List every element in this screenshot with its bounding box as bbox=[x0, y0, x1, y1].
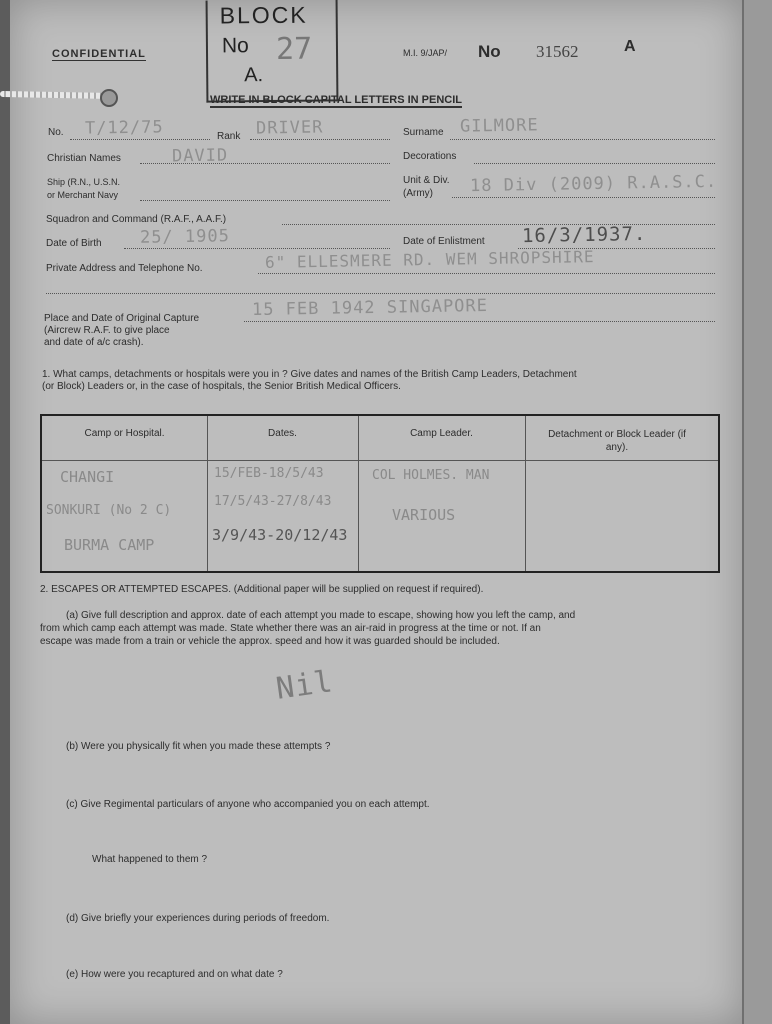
squadron-label: Squadron and Command (R.A.F., A.A.F.) bbox=[46, 214, 227, 225]
table-row-2-dates: 17/5/43-27/8/43 bbox=[214, 494, 332, 509]
stamp-no-text: No bbox=[221, 34, 249, 58]
dob-value: 25/ 1905 bbox=[139, 226, 231, 248]
capture-value: 15 FEB 1942 SINGAPORE bbox=[251, 295, 489, 321]
q2-e-text: (e) How were you recaptured and on what date ? bbox=[66, 969, 283, 980]
block-stamp bbox=[206, 0, 339, 103]
address-value: 6" ELLESMERE RD. WEM SHROPSHIRE bbox=[264, 247, 595, 272]
stamp-block-text: BLOCK bbox=[219, 1, 308, 29]
table-row-1-dates: 15/FEB-18/5/43 bbox=[214, 466, 324, 481]
service-number-value: T/12/75 bbox=[84, 117, 164, 139]
q2-c-followup: What happened to them ? bbox=[92, 854, 208, 865]
q1-text-2: (or Block) Leaders or, in the case of hospitals, the Senior British Medical Officers. bbox=[42, 381, 401, 392]
serial-number: 31562 bbox=[536, 42, 579, 61]
stamp-number: 27 bbox=[275, 31, 313, 67]
enlistment-value: 16/3/1937. bbox=[521, 222, 647, 248]
unit-label-2: (Army) bbox=[403, 188, 433, 199]
stacked-pages-edge bbox=[742, 0, 772, 1024]
col-header-dates: Dates. bbox=[268, 428, 297, 439]
unit-label-1: Unit & Div. bbox=[403, 175, 450, 186]
enlistment-label: Date of Enlistment bbox=[403, 236, 485, 247]
capture-label-2: (Aircrew R.A.F. to give place bbox=[44, 325, 170, 336]
capture-label-1: Place and Date of Original Capture bbox=[44, 313, 200, 324]
mi-reference: M.I. 9/JAP/ bbox=[403, 48, 448, 58]
col-header-camp: Camp or Hospital. bbox=[84, 428, 165, 439]
no-label: No. bbox=[48, 127, 64, 138]
ship-label-1: Ship (R.N., U.S.N. bbox=[47, 177, 121, 187]
surname-value: GILMORE bbox=[459, 115, 539, 137]
christian-names-label: Christian Names bbox=[47, 153, 121, 164]
unit-value: 18 Div (2009) R.A.S.C. bbox=[469, 171, 718, 197]
confidential-label: CONFIDENTIAL bbox=[52, 48, 146, 60]
col-header-detachment: Detachment or Block Leader (if any). bbox=[548, 429, 686, 453]
col-header-leader: Camp Leader. bbox=[410, 428, 473, 439]
table-row-1-leader: COL HOLMES. MAN bbox=[372, 468, 490, 483]
address-label: Private Address and Telephone No. bbox=[46, 263, 203, 274]
christian-names-value: DAVID bbox=[171, 145, 229, 167]
rank-label: Rank bbox=[217, 131, 241, 142]
q2-d-text: (d) Give briefly your experiences during periods of freedom. bbox=[66, 913, 330, 924]
pencil-instruction: WRITE IN BLOCK CAPITAL LETTERS IN PENCIL bbox=[210, 94, 462, 106]
decorations-label: Decorations bbox=[403, 151, 457, 162]
ship-label-2: or Merchant Navy bbox=[47, 190, 119, 200]
dob-label: Date of Birth bbox=[46, 238, 102, 249]
stamp-letter: A. bbox=[244, 64, 264, 87]
q2-a-text-3: escape was made from a train or vehicle the approx. speed and how it was guarded should be included. bbox=[40, 636, 500, 647]
q2-title: 2. ESCAPES OR ATTEMPTED ESCAPES. (Additional paper will be supplied on request if required). bbox=[40, 584, 484, 595]
camps-table bbox=[40, 414, 720, 573]
rank-value: DRIVER bbox=[255, 117, 324, 139]
q2-a-answer: Nil bbox=[273, 664, 336, 707]
number-mark: No bbox=[478, 42, 501, 61]
table-row-2-leader: VARIOUS bbox=[392, 506, 456, 524]
capture-label-3: and date of a/c crash). bbox=[44, 337, 144, 348]
serial-suffix: A bbox=[624, 38, 636, 55]
binder-edge bbox=[0, 0, 10, 1024]
q2-c-text: (c) Give Regimental particulars of anyone who accompanied you on each attempt. bbox=[66, 799, 430, 810]
table-row-3-camp: BURMA CAMP bbox=[64, 536, 155, 554]
q2-a-text-2: from which camp each attempt was made. State whether there was an air-raid in progress at the time or not. If an bbox=[40, 623, 541, 634]
table-row-1-camp: CHANGI bbox=[60, 468, 115, 486]
table-row-2-camp: SONKURI (No 2 C) bbox=[46, 503, 172, 518]
table-row-3-dates: 3/9/43-20/12/43 bbox=[212, 526, 348, 544]
eyelet-icon bbox=[100, 89, 118, 107]
q2-b-text: (b) Were you physically fit when you made these attempts ? bbox=[66, 741, 331, 752]
q2-a-text-1: (a) Give full description and approx. date of each attempt you made to escape, showing how you left the camp, and bbox=[66, 610, 576, 621]
q1-text-1: 1. What camps, detachments or hospitals were you in ? Give dates and names of the British Camp Leaders, Detachment bbox=[42, 369, 577, 380]
surname-label: Surname bbox=[403, 127, 444, 138]
